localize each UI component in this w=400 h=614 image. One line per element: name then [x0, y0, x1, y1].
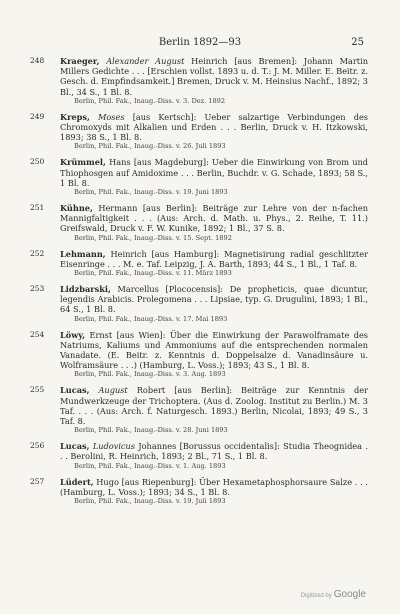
entry-dissertation-note: Berlin, Phil. Fak., Inaug.-Diss. v. 28. Juni 1893 [74, 426, 228, 435]
catalog-entry [30, 157, 368, 197]
watermark-brand: Google [333, 589, 366, 600]
catalog-entry [30, 441, 368, 470]
entry-dissertation-note: Berlin, Phil. Fak., Inaug.-Diss. v. 3. Dez. 1892 [74, 96, 226, 105]
entry-body [60, 441, 368, 461]
catalog-entry [30, 329, 368, 380]
entry-text: Hugo [aus Riepenburg]: Über Hexametaphosphorsaure Salze . . . (Hamburg, L. Voss.); 1893; 34 S., 1 Bl. 8. [60, 476, 368, 497]
author-given-name: Ludovicus [92, 441, 135, 452]
author-surname: Lucas, [60, 385, 90, 396]
author-surname: Lucas, [60, 441, 90, 452]
entry-number: 248 [30, 56, 45, 65]
catalog-entry [30, 476, 368, 506]
watermark-prefix: Digitized by [300, 593, 332, 599]
entry-number: 256 [30, 441, 45, 451]
digitized-by-google-watermark [301, 589, 366, 600]
author-surname: Löwy, [60, 329, 86, 340]
entry-dissertation-note: Berlin, Phil. Fak., Inaug.-Diss. v. 17. Mai 1893 [74, 314, 228, 323]
entry-body [60, 385, 368, 426]
catalog-entry [30, 203, 368, 243]
entry-body [60, 157, 368, 188]
entry-dissertation-note: Berlin, Phil. Fak., Inaug.-Diss. v. 26. Juli 1893 [74, 142, 226, 151]
entry-body [60, 249, 368, 269]
entry-text: Hans [aus Magdeburg]: Ueber die Einwirkung von Brom und Thiophosgen auf Amidoxime . . . Berlin, Buchdr. v. G. Schade, 1893; 58 S., 1 Bl. 8. [60, 157, 368, 188]
entry-dissertation-note: Berlin, Phil. Fak., Inaug.-Diss. v. 11. März 1893 [74, 269, 232, 278]
catalog-entry [30, 111, 368, 152]
catalog-entry [30, 248, 368, 278]
entry-body [60, 112, 368, 143]
entry-text: Ernst [aus Wien]: Über die Einwirkung der Parawolframate des Natriums, Kaliums und Ammoniums auf die entsprechenden normalen Vanadate. (E. Beitr. z. Kenntnis d. Doppelsalze d. Vanadinsäure u. Wolframsäure . . .) (Hamburg, L. Voss.); 1893; 43 S., 1 Bl. 8. [60, 329, 368, 371]
author-surname: Kühne, [60, 203, 93, 214]
running-title: Berlin 1892—93 [158, 37, 242, 48]
author-surname: Kreps, [60, 111, 90, 122]
entry-body [60, 203, 368, 234]
author-given-name: Alexander August [106, 56, 185, 66]
entry-dissertation-note: Berlin, Phil. Fak., Inaug.-Diss. v. 3. Aug. 1893 [74, 370, 226, 379]
author-surname: Krümmel, [60, 157, 106, 168]
page-number: 25 [351, 37, 364, 48]
entry-body [60, 284, 368, 315]
entry-text: Heinrich [aus Hamburg]: Magnetisirung radial geschlitzter Eisenringe . . . M. e. Taf. Leipzig, J. A. Barth, 1893; 44 S., 1 Bl., 1 Taf. 8. [60, 248, 368, 269]
entry-number: 252 [30, 248, 45, 258]
entry-number: 253 [30, 284, 45, 294]
entry-text: Marcellus [Plococensis]: De propheticis, quae dicuntur, legendis Arabicis. Prolegomena . . . Lipsiae, typ. G. Drugulini, 1893; 1 Bl., 64 S., 1 Bl. 8. [60, 284, 368, 315]
entry-text: Johannes [Borussus occidentalis]: Studia Theognidea . . . Berolini, R. Heinrich, 1893; 2 Bl., 71 S., 1 Bl. 8. [60, 441, 368, 462]
entry-text: Robert [aus Berlin]: Beiträge zur Kenntnis der Mundwerkzeuge der Trichoptera. (Aus d. Zoolog. Institut zu Berlin.) M. 3 Taf. . . . (Aus: Arch. f. Naturgesch. 1893.) Berlin, Nicolai, 1893; 49 S., 3 Taf. 8. [60, 385, 368, 427]
author-given-name: Moses [97, 111, 125, 122]
author-surname: Lüdert, [60, 476, 94, 487]
entry-text: [aus Kertsch]: Ueber salzartige Verbindungen des Chromoxyds mit Alkalien und Erden . . . Berlin, Druck v. H. Itzkowski, 1893; 38 S., 1 Bl. 8. [60, 111, 368, 143]
entry-text: Heinrich [aus Bremen]: Johann Martin Millers Gedichte . . . [Erschien vollst. 1893 u. d. T.: J. M. Miller. E. Beitr. z. Gesch. d. Empfindsamkeit.] Bremen, Druck v. M. Heinsius Nachf., 1892; 3 Bl., 34 S., 1 Bl. 8. [60, 56, 368, 97]
entry-number: 255 [30, 385, 45, 395]
entry-number: 251 [30, 203, 45, 213]
author-surname: Lidzbarski, [60, 284, 111, 295]
entry-dissertation-note: Berlin, Phil. Fak., Inaug.-Diss. v. 15. Sept. 1892 [74, 233, 232, 242]
entry-number: 254 [30, 329, 45, 339]
entry-number: 249 [30, 111, 45, 121]
entry-dissertation-note: Berlin, Phil. Fak., Inaug.-Diss. v. 1. Aug. 1893 [74, 461, 226, 470]
entry-list [0, 56, 400, 512]
page-header [0, 37, 400, 51]
entry-text: Hermann [aus Berlin]: Beiträge zur Lehre von der n-fachen Mannigfaltigkeit . . . (Aus: Arch. d. Math. u. Phys., 2. Reihe, T. 11.) Greifswald, Druck v. F. W. Kunike, 1892; 1 Bl., 37 S. 8. [60, 203, 368, 234]
entry-body [60, 477, 368, 497]
author-surname: Lehmann, [60, 248, 106, 259]
entry-dissertation-note: Berlin, Phil. Fak., Inaug.-Diss. v. 19. Juni 1893 [74, 188, 228, 197]
entry-body [60, 330, 368, 371]
author-surname: Kraeger, [60, 56, 100, 66]
catalog-entry [30, 385, 368, 435]
entry-number: 257 [30, 476, 45, 486]
entry-body [60, 56, 368, 97]
catalog-entry [30, 284, 368, 324]
catalog-entry [30, 56, 368, 106]
entry-number: 250 [30, 157, 45, 167]
author-given-name: August [98, 385, 128, 396]
entry-dissertation-note: Berlin, Phil. Fak., Inaug.-Diss. v. 19. Juli 1893 [74, 497, 226, 506]
